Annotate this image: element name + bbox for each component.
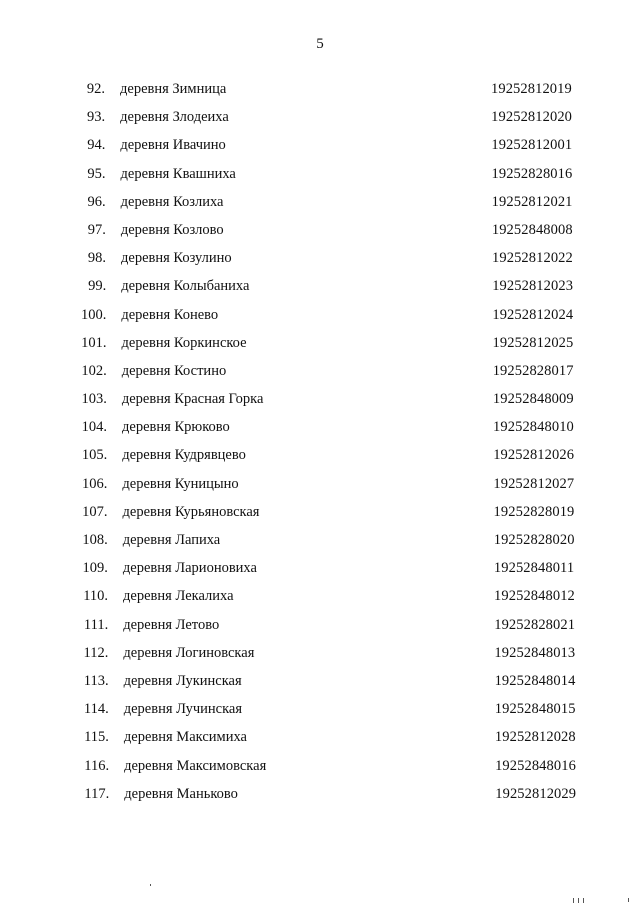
- list-item: [2, 362, 640, 390]
- list-item: [0, 80, 640, 108]
- page-number: 5: [316, 36, 324, 52]
- oktmo-code: 19252848012: [494, 588, 575, 605]
- item-number: 106.: [82, 475, 108, 492]
- item-number: 108.: [82, 532, 108, 548]
- list-item: [2, 390, 640, 418]
- settlement-name: деревня Лучинская: [123, 701, 243, 718]
- settlement-name: деревня Квашниха: [120, 165, 236, 182]
- item-number: 117.: [84, 785, 110, 802]
- oktmo-code: 19252848008: [491, 221, 573, 238]
- oktmo-code: 19252828019: [493, 503, 575, 520]
- item-number: 102.: [81, 362, 107, 379]
- item-number: 114.: [83, 701, 109, 718]
- oktmo-code: 19252812020: [491, 109, 573, 126]
- oktmo-code: 19252848014: [494, 672, 576, 689]
- settlement-name: деревня Лукинская: [123, 672, 242, 689]
- settlement-name: деревня Лекалиха: [123, 588, 234, 605]
- item-number: 100.: [80, 306, 107, 323]
- item-number: 98.: [87, 250, 107, 267]
- settlement-name: деревня Курьяновская: [122, 503, 260, 520]
- settlement-name: деревня Летово: [123, 616, 220, 633]
- oktmo-code: 19252812019: [491, 81, 572, 97]
- item-number: 95.: [87, 165, 106, 182]
- settlement-name: деревня Ларионовиха: [122, 560, 257, 577]
- list-item: [1, 193, 640, 221]
- settlement-name: деревня Логиновская: [123, 644, 255, 661]
- item-number: 101.: [81, 334, 107, 351]
- item-number: 92.: [86, 81, 105, 97]
- item-number: 94.: [87, 137, 106, 154]
- settlement-name: деревня Куницыно: [122, 475, 239, 492]
- item-number: 93.: [87, 109, 106, 126]
- settlement-name: деревня Колыбаниха: [121, 278, 250, 295]
- oktmo-code: 19252812001: [491, 137, 573, 154]
- oktmo-code: 19252812027: [493, 475, 575, 492]
- settlement-name: деревня Зимница: [120, 81, 227, 97]
- item-number: 103.: [81, 391, 107, 408]
- oktmo-code: 19252812028: [494, 729, 576, 746]
- item-number: 99.: [88, 278, 107, 295]
- oktmo-code: 19252848016: [495, 757, 576, 774]
- oktmo-code: 19252828017: [492, 362, 574, 379]
- list-item: [4, 757, 640, 785]
- item-number: 105.: [81, 447, 108, 464]
- list-item: [4, 672, 640, 700]
- settlement-name: деревня Козулино: [121, 250, 232, 267]
- item-number: 116.: [84, 757, 110, 774]
- item-number: 115.: [84, 729, 109, 746]
- list-item: [1, 221, 640, 249]
- settlement-name: деревня Кудрявцево: [122, 447, 246, 464]
- list-item: [1, 249, 640, 277]
- list-item: [2, 475, 640, 503]
- item-number: 109.: [82, 560, 108, 577]
- oktmo-code: 19252812024: [492, 306, 574, 323]
- settlement-name: деревня Лапиха: [122, 532, 221, 548]
- list-item: [1, 165, 640, 193]
- item-number: 112.: [83, 644, 109, 661]
- item-number: 97.: [87, 221, 106, 238]
- settlement-name: деревня Максимовская: [124, 757, 267, 774]
- item-number: 107.: [82, 503, 108, 520]
- settlement-name: деревня Красная Горка: [121, 391, 264, 408]
- list-item: [4, 785, 640, 813]
- item-number: 104.: [81, 419, 108, 436]
- list-item: [0, 136, 640, 164]
- settlement-name: деревня Козлиха: [120, 193, 224, 210]
- list-item: [2, 418, 640, 446]
- oktmo-code: 19252812025: [492, 334, 574, 351]
- oktmo-code: 19252848010: [493, 419, 574, 436]
- item-number: 110.: [83, 588, 109, 605]
- scan-speck: [573, 898, 574, 903]
- oktmo-code: 19252828016: [491, 165, 573, 182]
- settlement-name: деревня Злодеиха: [120, 109, 229, 126]
- oktmo-code: 19252812021: [491, 193, 573, 210]
- oktmo-code: 19252812029: [495, 785, 577, 802]
- list-item: [0, 108, 640, 136]
- item-number: 113.: [83, 672, 109, 689]
- oktmo-code: 19252848013: [494, 644, 576, 661]
- oktmo-code: 19252828021: [494, 616, 576, 633]
- list-item: [3, 644, 640, 672]
- settlement-list: [0, 80, 640, 813]
- oktmo-code: 19252812023: [492, 278, 574, 295]
- list-item: [2, 446, 640, 474]
- list-item: [1, 277, 640, 305]
- list-item: [3, 587, 640, 615]
- list-item: [4, 728, 640, 756]
- scan-speck: [150, 884, 151, 886]
- list-item: [3, 503, 640, 531]
- oktmo-code: 19252848009: [492, 391, 574, 408]
- list-item: [3, 531, 640, 559]
- settlement-name: деревня Козлово: [120, 221, 224, 238]
- list-item: [4, 700, 640, 728]
- oktmo-code: 19252848011: [493, 560, 575, 577]
- item-number: 96.: [87, 193, 106, 210]
- oktmo-code: 19252848015: [494, 701, 576, 718]
- settlement-name: деревня Маньково: [124, 785, 238, 802]
- scan-speck: [583, 898, 584, 903]
- settlement-name: деревня Максимиха: [123, 729, 247, 746]
- settlement-name: деревня Крюково: [122, 419, 230, 436]
- settlement-name: деревня Коркинское: [121, 334, 247, 351]
- list-item: [2, 334, 640, 362]
- list-item: [3, 559, 640, 587]
- settlement-name: деревня Костино: [121, 362, 227, 379]
- oktmo-code: 19252812026: [493, 447, 575, 464]
- settlement-name: деревня Ивачино: [120, 137, 226, 154]
- scan-speck: [578, 898, 579, 903]
- item-number: 111.: [83, 616, 109, 633]
- oktmo-code: 19252828020: [493, 532, 575, 548]
- list-item: [3, 616, 640, 644]
- settlement-name: деревня Конево: [121, 306, 219, 323]
- oktmo-code: 19252812022: [492, 250, 573, 267]
- scan-speck: [628, 898, 629, 902]
- list-item: [1, 306, 640, 334]
